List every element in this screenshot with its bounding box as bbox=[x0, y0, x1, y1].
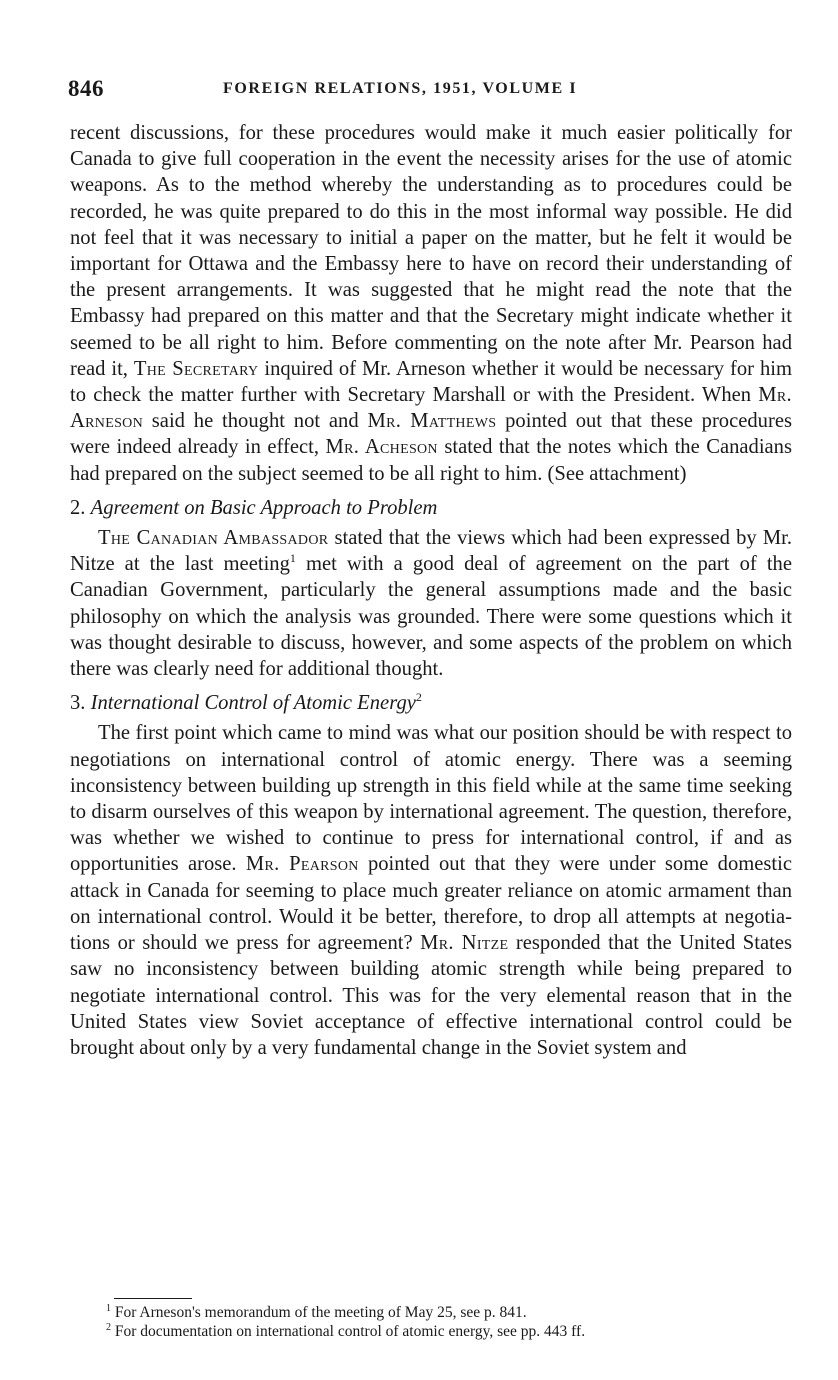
text-run: met with a good deal of agreement on the part of the Canadian Government, particularly the general assumptions made and the basic philosophy on which the analysis was grounded. There were some questions which it was thought desirable to discuss, however, and some aspects of the problem on which there was clearly need for additional thought. bbox=[70, 553, 792, 681]
section-title: Agreement on Basic Approach to Problem bbox=[90, 496, 438, 519]
page-number: 846 bbox=[68, 76, 104, 101]
body-text bbox=[70, 120, 792, 1061]
footnote-ref: 1 bbox=[289, 551, 296, 566]
speaker-name: Mr. Pearson bbox=[245, 853, 359, 876]
speaker-name: Mr. Nitze bbox=[420, 932, 509, 955]
text-run: recent discussions, for these procedures would make it much easier politically for Canada to give full cooperation in the event the necessity arises for the use of atomic weapons. As to the method whereby the understanding as to procedures could be recorded, he was quite prepared to do this in the most informal way possible. He did not feel that it was necessary to initial a paper on the matter, but he felt it would be important for Ottawa and the Embassy here to have on record their understanding of the present arrangements. It was suggested that he might read the note that the Embassy had prepared on this matter and that the Secretary might indicate whether it seemed to be all right to him. Before commenting on the note after Mr. Pearson had read it, bbox=[70, 122, 792, 380]
running-head bbox=[68, 76, 788, 106]
text-run: The first point which came to mind was what our position should be with respect to negotiations on international control of atomic energy. There was a seeming inconsistency between building up strength in this field while at the same time seeking to disarm ourselves of this weapon by international agreement. The question, therefore, was whether we wished to continue to press for international control, if and as opportunities arose. bbox=[70, 722, 792, 876]
paragraph-agreement bbox=[70, 525, 792, 682]
text-run: inquired of Mr. Arneson whether it would be necessary for him to check the matter further with Secretary Marshall or with the President. When bbox=[70, 357, 792, 407]
footnote-text: For documentation on international control of atomic energy, see pp. 443 ff. bbox=[114, 1323, 586, 1340]
section-heading-2 bbox=[70, 495, 792, 521]
footnote-text: For Arneson's memorandum of the meeting of May 25, see p. 841. bbox=[114, 1304, 527, 1321]
footnote-marker: 1 bbox=[106, 1302, 111, 1314]
footnotes bbox=[106, 1303, 796, 1341]
section-heading-3 bbox=[70, 690, 792, 716]
speaker-name: Mr. Arneson bbox=[70, 384, 792, 433]
footnote-marker: 2 bbox=[106, 1321, 111, 1333]
section-number: 2. bbox=[70, 496, 86, 519]
text-run: pointed out that they were under some domestic attack in Canada for seeming to place much greater reliance on atomic armament than on international control. Would it be better, therefore, to drop all attempts at negotiations or should we press for agreement? bbox=[70, 853, 792, 955]
footnote-2 bbox=[106, 1322, 796, 1341]
speaker-name: The Canadian Ambassador bbox=[98, 527, 329, 550]
section-number: 3. bbox=[70, 692, 86, 715]
paragraph-international-control bbox=[70, 720, 792, 1061]
speaker-name: The Secretary bbox=[133, 357, 259, 380]
running-head-title: FOREIGN RELATIONS, 1951, VOLUME I bbox=[223, 80, 578, 97]
text-run: stated that the notes which the Canadians had prepared on the subject seemed to be all right to him. (See attachment) bbox=[70, 436, 792, 485]
text-run: pointed out that these procedures were indeed already in effect, bbox=[70, 410, 792, 459]
text-run: said he thought not and bbox=[142, 410, 368, 433]
section-title: International Control of Atomic Energy bbox=[90, 692, 416, 715]
text-run: stated that the views which had been expressed by Mr. Nitze at the last meeting bbox=[70, 527, 792, 576]
speaker-name: Mr. Matthews bbox=[367, 410, 497, 433]
paragraph-continuation bbox=[70, 120, 792, 487]
footnote-ref: 2 bbox=[415, 690, 422, 705]
footnote-1 bbox=[106, 1303, 796, 1322]
text-run: responded that the United States saw no inconsistency between building atomic strength while being prepared to negotiate international control. This was for the very elemental reason that in the United States view Soviet acceptance of effective international control could be brought about only by a very fundamental change in the Soviet system and bbox=[70, 932, 792, 1059]
speaker-name: Mr. Acheson bbox=[325, 436, 438, 459]
footnote-divider bbox=[114, 1298, 192, 1299]
